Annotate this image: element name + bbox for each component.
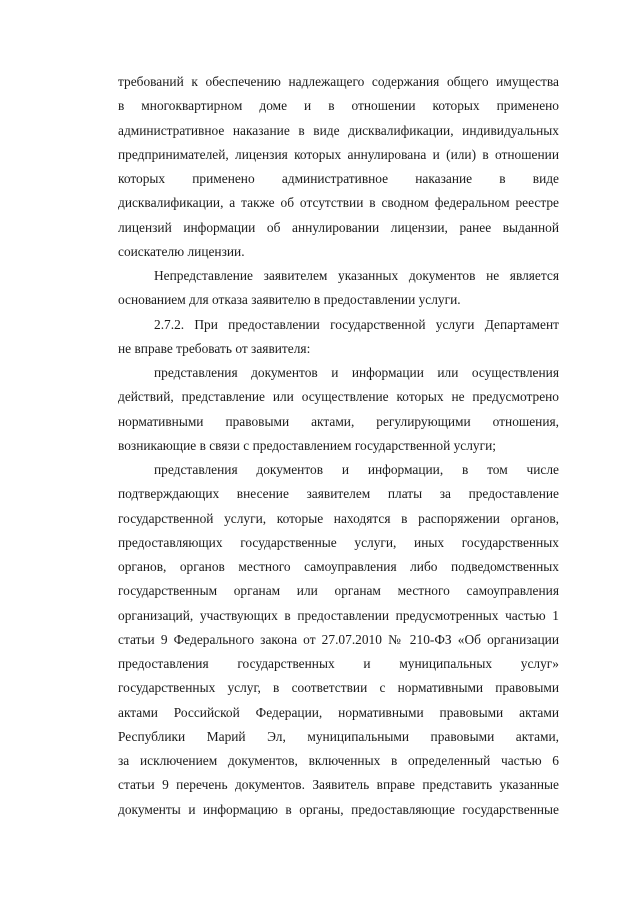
text-line: в многоквартирном доме и в отношении которых применено bbox=[118, 98, 559, 114]
text-line: статьи 9 Федерального закона от 27.07.2010 № 210-ФЗ «Об организации bbox=[118, 631, 559, 647]
text-line: административное наказание в виде дисквалификации, индивидуальных bbox=[118, 122, 559, 138]
text-line: организаций, участвующих в предоставлении предусмотренных частью 1 bbox=[118, 607, 559, 623]
text-line: которых применено административное наказание в виде bbox=[118, 171, 559, 186]
text-line: государственной услуги, которые находятся в распоряжении органов, bbox=[118, 510, 559, 526]
text-line: государственным органам или органам местного самоуправления bbox=[118, 583, 559, 599]
text-line: соискателю лицензии. bbox=[118, 243, 245, 259]
text-line: основанием для отказа заявителю в предоставлении услуги. bbox=[118, 292, 461, 308]
text-line: лицензий информации об аннулировании лицензии, ранее выданной bbox=[118, 219, 559, 235]
text-line: нормативными правовыми актами, регулирующими отношения, bbox=[118, 413, 559, 429]
text-line: документы и информацию в органы, предоставляющие государственные bbox=[118, 801, 559, 817]
text-line: дисквалификации, а также об отсутствии в сводном федеральном реестре bbox=[118, 195, 559, 211]
paragraph-first-line: 2.7.2. При предоставлении государственной услуги Департамент bbox=[154, 316, 559, 332]
text-line: актами Российской Федерации, нормативными правовыми актами bbox=[118, 704, 559, 720]
paragraph-first-line: Непредставление заявителем указанных документов не является bbox=[154, 268, 559, 283]
text-line: предоставляющих государственные услуги, иных государственных bbox=[118, 534, 559, 550]
text-line: действий, представление или осуществление которых не предусмотрено bbox=[118, 389, 559, 405]
text-line: Республики Марий Эл, муниципальными правовыми актами, bbox=[118, 728, 559, 744]
text-line: органов, органов местного самоуправления либо подведомственных bbox=[118, 559, 559, 574]
text-line: подтверждающих внесение заявителем платы за предоставление bbox=[118, 486, 559, 502]
text-line: не вправе требовать от заявителя: bbox=[118, 340, 311, 356]
text-line: требований к обеспечению надлежащего содержания общего имущества bbox=[118, 74, 559, 89]
paragraph-first-line: представления документов и информации или осуществления bbox=[154, 365, 559, 380]
text-line: государственных услуг, в соответствии с нормативными правовыми bbox=[118, 680, 559, 696]
paragraph-first-line: представления документов и информации, в том числе bbox=[154, 462, 559, 477]
text-line: статьи 9 перечень документов. Заявитель вправе представить указанные bbox=[118, 777, 559, 793]
text-line: предоставления государственных и муниципальных услуг» bbox=[118, 656, 559, 671]
text-line: предпринимателей, лицензия которых аннулирована и (или) в отношении bbox=[118, 146, 559, 162]
text-line: за исключением документов, включенных в определенный частью 6 bbox=[118, 753, 559, 768]
document-body-text bbox=[118, 70, 559, 822]
text-line: возникающие в связи с предоставлением государственной услуги; bbox=[118, 437, 496, 453]
